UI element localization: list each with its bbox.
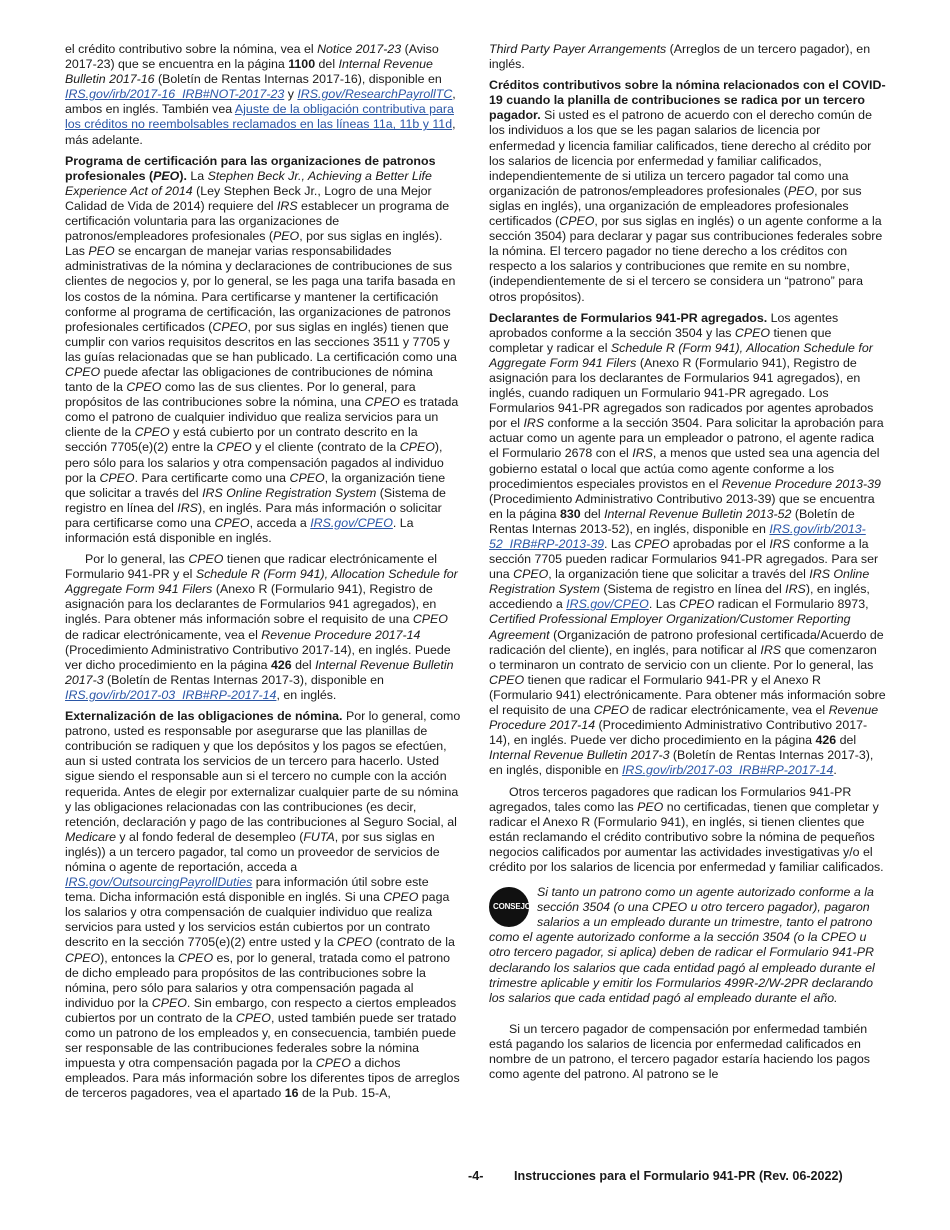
right-column: [489, 42, 887, 1088]
peo-certification-paragraph: Programa de certificación para las organizaciones de patronos profesionales (PEO). La Stephen Beck Jr., Achieving a Better Life Experience Act of 2014 (Ley Stephen Beck Jr., Logro de una Mejor Calidad de Vida de 2014) requiere del IRS establecer un programa de certificación voluntaria para las organizaciones de patronos/empleadores profesionales (PEO, por sus siglas en inglés). Las PEO se encargan de manejar varias responsabilidades administrativas de la nómina y declaraciones de contribuciones de sus clientes de negocios y, por lo general, se les paga una tarifa basada en los costos de la nómina. Para certificarse y mantener la certificación conforme al programa de certificación, las organizaciones de patronos profesionales certificados (CPEO, por sus siglas en inglés) tienen que cumplir con varios requisitos descritos en las secciones 3511 y 7705 y las guías relacionadas que se han publicado. La certificación como una CPEO puede afectar las obligaciones de contribuciones de nómina tanto de la CPEO como las de sus clientes. Por lo general, para propósitos de las contribuciones sobre la nómina, una CPEO es tratada como el patrono de cualquier individuo que realiza servicios para un cliente de la CPEO y está cubierto por un contrato descrito en la sección 7705(e)(2) entre la CPEO y el cliente (contrato de la CPEO), pero sólo para los salarios y otra compensación pagados al individuo por la CPEO. Para certificarte como una CPEO, la organización tiene que solicitar a través del IRS Online Registration System (Sistema de registro en línea del IRS), en inglés. Para más información o solicitar para certificarse como una CPEO, acceda a IRS.gov/CPEO. La información está disponible en inglés.: [65, 153, 459, 545]
irb-2017-03-link[interactable]: IRS.gov/irb/2017-03_IRB#RP-2017-14: [65, 687, 277, 702]
aggregate-filers-paragraph: Declarantes de Formularios 941-PR agregados. Los agentes aprobados conforme a la sección 3504 y las CPEO tienen que completar y radicar el Schedule R (Form 941), Allocation Schedule for Aggregate Form 941 Filers (Anexo R (Formulario 941), Registro de asignación para los declarantes de Formularios 941 agregados), en inglés, cuando radiquen un Formulario 941-PR agregado. Los Formularios 941-PR agregados son radicados por agentes aprobados por el IRS conforme a la sección 3504. Para solicitar la aprobación para actuar como un agente para un empleador o patrono, el agente radica el Formulario 2678 con el IRS, a menos que usted sea una agencia del gobierno estatal o local que actúa como agente conforme a los procedimientos especiales provistos en el Revenue Procedure 2013-39 (Procedimiento Administrativo Contributivo 2013-39) que se encuentra en la página 830 del Internal Revenue Bulletin 2013-52 (Boletín de Rentas Internas 2013-52), en inglés, disponible en IRS.gov/irb/2013-52_IRB#RP-2013-39. Las CPEO aprobadas por el IRS conforme a la sección 7705 pueden radicar Formularios 941-PR agregados. Para ser una CPEO, la organización tiene que solicitar a través del IRS Online Registration System (Sistema de registro en línea del IRS), en inglés, accediendo a IRS.gov/CPEO. Las CPEO radican el Formulario 8973, Certified Professional Employer Organization/Customer Reporting Agreement (Organización de patrono profesional certificada/Acuerdo de radicación del cliente), en inglés, para notificar al IRS que comenzaron o terminaron un contrato de servicio con un cliente. Por lo general, las CPEO tienen que radicar el Formulario 941-PR y el Anexo R (Formulario 941) electrónicamente. Para obtener más información sobre el requisito de una CPEO de radicar electrónicamente, vea el Revenue Procedure 2017-14 (Procedimiento Administrativo Contributivo 2017-14), en inglés. Puede ver dicho procedimiento en la página 426 del Internal Revenue Bulletin 2017-3 (Boletín de Rentas Internas 2017-3), en inglés, disponible en IRS.gov/irb/2017-03_IRB#RP-2017-14.: [489, 310, 886, 778]
sick-pay-paragraph: Si un tercero pagador de compensación por enfermedad también está pagando los salarios de licencia por enfermedad calificados en nombre de un patrono, el tercero pagador estaría haciendo los pagos como agente del patrono. Al patrono se le: [489, 1021, 870, 1082]
peo-certification-heading: Programa de certificación para las organizaciones de patronos profesionales (PEO).: [65, 153, 436, 183]
tip-box: [489, 885, 887, 1006]
irs-cpeo-link[interactable]: IRS.gov/CPEO: [310, 515, 393, 530]
tip-text: Si tanto un patrono como un agente autorizado conforme a la sección 3504 (o una CPEO u otro tercero pagador), pagaron salarios a un empleado durante un trimestre, tanto el patrono como el agente autorizado conforme a la sección 3504 (o la CPEO u otro tercero pagador, si aplica) deben de radicar el Formulario 941-PR declarando los salarios que cada entidad pagó al empleado durante el trimestre aplicable y emitir los Formularios 499R-2/W-2PR declarando los salarios que cada entidad pagó al empleado durante el año.: [489, 885, 875, 1005]
outsourcing-payroll-link[interactable]: IRS.gov/OutsourcingPayrollDuties: [65, 875, 253, 890]
adjustment-credits-link[interactable]: Ajuste de la obligación contributiva para los créditos no reembolsables reclamados en las líneas 11a, 11b y 11d: [65, 102, 454, 132]
outsourcing-heading: Externalización de las obligaciones de nómina.: [65, 709, 343, 724]
form-title: Instrucciones para el Formulario 941-PR (Rev. 06-2022): [514, 1169, 843, 1183]
irb-2017-03-link-2[interactable]: IRS.gov/irb/2017-03_IRB#RP-2017-14: [621, 763, 834, 778]
other-third-parties-paragraph: Otros terceros pagadores que radican los Formularios 941-PR agregados, tales como las PEO no certificadas, tienen que completar y radicar el Anexo R (Formulario 941), en inglés, si tienen clientes que están reclamando el crédito contributivo sobre la nómina de pequeños negocios calificados por aumentar las actividades investigativas y/o el crédito por los salarios de licencia por enfermedad y familiar calificados.: [489, 784, 884, 874]
covid-credits-heading: Créditos contributivos sobre la nómina relacionados con el COVID-19 cuando la planilla de contribuciones se radica por un tercero pagador.: [489, 78, 886, 123]
irb-2013-52-link[interactable]: IRS.gov/irb/2013-52_IRB#RP-2013-39: [489, 521, 866, 551]
irs-cpeo-link-2[interactable]: IRS.gov/CPEO: [566, 597, 649, 612]
page-number: -4-: [468, 1169, 484, 1183]
third-party-continuation: Third Party Payer Arrangements (Arreglos de un tercero pagador), en inglés.: [489, 42, 871, 72]
payroll-credit-paragraph: el crédito contributivo sobre la nómina, vea el Notice 2017-23 (Aviso 2017-23) que se encuentra en la página 1100 del Internal Revenue Bulletin 2017-16 (Boletín de Rentas Internas 2017-16), disponible en IRS.gov/irb/2017-16_IRB#NOT-2017-23 y IRS.gov/ResearchPayrollTC, ambos en inglés. También vea Ajuste de la obligación contributiva para los créditos no reembolsables reclamados en las líneas 11a, 11b y 11d, más adelante.: [65, 42, 456, 147]
cpeo-efile-paragraph: Por lo general, las CPEO tienen que radicar electrónicamente el Formulario 941-PR y el Schedule R (Form 941), Allocation Schedule for Aggregate Form 941 Filers (Anexo R (Formulario 941), Registro de asignación para los declarantes de Formularios 941 agregados), en inglés. Para obtener más información sobre el requisito de una CPEO de radicar electrónicamente, vea el Revenue Procedure 2017-14 (Procedimiento Administrativo Contributivo 2017-14), en inglés. Puede ver dicho procedimiento en la página 426 del Internal Revenue Bulletin 2017-3 (Boletín de Rentas Internas 2017-3), disponible en IRS.gov/irb/2017-03_IRB#RP-2017-14, en inglés.: [65, 552, 458, 702]
irb-2017-16-link[interactable]: IRS.gov/irb/2017-16_IRB#NOT-2017-23: [65, 87, 285, 102]
consejo-icon: CONSEJO: [489, 887, 529, 927]
research-payroll-tc-link[interactable]: IRS.gov/ResearchPayrollTC: [297, 87, 453, 102]
outsourcing-paragraph: Externalización de las obligaciones de nómina. Por lo general, como patrono, usted es responsable por asegurarse que las planillas de contribución se radiquen y que los depósitos y los pagos se efectúen, aun si usted contrata los servicios de un tercero para hacerlo. Usted sigue siendo el responsable aun si el tercero no cumple con la acción requerida. Antes de elegir por externalizar cualquier parte de su nómina y las obligaciones relacionadas con las contribuciones (es decir, retención, declaración y pago de las contribuciones al Seguro Social, al Medicare y al fondo federal de desempleo (FUTA, por sus siglas en inglés)) a un tercero pagador, tal como un proveedor de servicios de nómina o agente de reportación, acceda a IRS.gov/OutsourcingPayrollDuties para información útil sobre este tema. Dicha información está disponible en inglés. Si una CPEO paga los salarios y otra compensación de cualquier individuo que realiza servicios para usted y los servicios están cubiertos por un contrato descrito en la sección 7705(e)(2) entre usted y la CPEO (contrato de la CPEO), entonces la CPEO es, por lo general, tratada como el patrono de dicho empleado para propósitos de las contribuciones sobre la nómina, pero sólo para salarios y otra compensación pagada al individuo por la CPEO. Sin embargo, con respecto a ciertos empleados cubiertos por un contrato de la CPEO, usted también puede ser tratado como un patrono de los empleados y, en consecuencia, también puede ser responsable de las contribuciones federales sobre la nómina impuesta y otra compensación pagada por la CPEO a dichos empleados. Para más información sobre los diferentes tipos de arreglos de terceros pagadores, vea el apartado 16 de la Pub. 15-A,: [65, 709, 461, 1101]
covid-credits-paragraph: Créditos contributivos sobre la nómina relacionados con el COVID-19 cuando la planilla de contribuciones se radica por un tercero pagador. Si usted es el patrono de acuerdo con el derecho común de los individuos a los que se les pagan salarios de licencia por enfermedad y licencia familiar calificados, tiene derecho al crédito por los salarios de licencia por enfermedad y familiar calificados, independientemente de si utiliza un tercero pagador tal como una organización de patronos/empleadores profesionales (PEO, por sus siglas en inglés), una organización de empleadores profesionales certificados (CPEO, por sus siglas en inglés) o un agente conforme a la sección 3504) para declarar y pagar sus contribuciones federales sobre la nómina. El tercero pagador no tiene derecho a los créditos con respecto a los salarios y contribuciones que remite en su nombre, (independientemente de si el tercero se considera un “patrono” para otros propósitos).: [489, 78, 886, 304]
aggregate-filers-heading: Declarantes de Formularios 941-PR agregados.: [489, 310, 768, 325]
left-column: [65, 42, 463, 1107]
